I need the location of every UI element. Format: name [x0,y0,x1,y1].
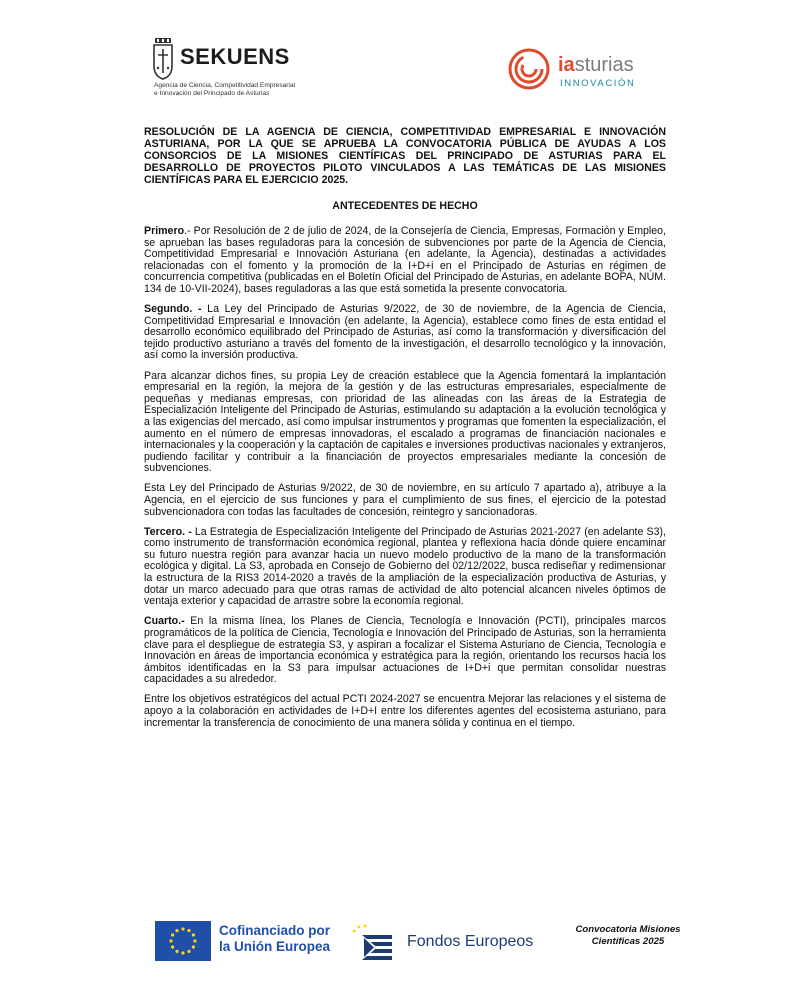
paragraph-text: La Ley del Principado de Asturias 9/2022, de 30 de noviembre, de la Agencia de Ciencia, Competitividad Empresarial e Innovación (en adelante, la Agencia), establece como fines de esta entidad el desarrollo económico equilibrado del Principado de Asturias, así como la transformación y diversificación del tejido productivo asturiano a través del fomento de la investigación, el desarrollo tecnológico y la innovación, así como la inversión productiva. [144,303,666,362]
sekuens-sub-line2: e Innovación del Principado de Asturias [154,90,270,97]
document-body [144,126,666,738]
iasturias-ring-icon [508,48,550,90]
sekuens-logo [152,38,342,102]
iasturias-ia: ia [558,54,575,76]
sekuens-brand: SEKUENS [180,44,290,69]
paragraph-ley: Esta Ley del Principado de Asturias 9/2022, de 30 de noviembre, en su artículo 7 apartado a), atribuye a la Agencia, en el ejercicio de sus funciones y para el cumplimiento de sus fines, el ejercicio de la potestad subvencionadora con todas las facultades de concesión, reintegro y sancionadoras. [144,482,666,518]
eu-line2: la Unión Europea [219,939,331,954]
paragraph-cuarto [144,616,666,686]
iasturias-rest: sturias [574,54,634,76]
section-heading: ANTECEDENTES DE HECHO [332,200,478,212]
paragraph-primero [144,226,666,296]
paragraph-segundo [144,304,666,362]
conv-line1: Convocatoria Misiones [575,924,681,935]
conv-line2: Científicas 2025 [591,936,665,947]
convocatoria-label [560,924,696,948]
paragraph-lead: Cuarto.- [144,615,185,628]
paragraph-lead: Segundo. - [144,303,202,316]
coat-of-arms-icon [152,38,174,80]
iasturias-subtitle: INNOVACIÓN [560,78,636,89]
paragraph-lead: Primero [144,225,185,237]
paragraph-lead: Tercero. - [144,525,192,538]
eu-line1: Cofinanciado por [219,923,330,938]
page-footer [0,915,792,975]
paragraph-fines: Para alcanzar dichos fines, su propia Ley de creación establece que la Agencia fomentará la implantación empresarial en la región, la mejora de la gestión y de las estructuras empresariales, especialmente de pequeñas y medianas empresas, con prioridad de las alineadas con las áreas de la Estrategia de Especialización Inteligente del Principado de Asturias, estimulando su adaptación a la evolución tecnológica y a las exigencias del mercado, así como impulsar instrumentos y programas que fomenten la especialización, el aumento en el número de empresas innovadoras, el escalado a programas de financiación nacionales e internacionales y la cooperación y la captación de capitales e inversiones productivas nacionales y extranjeros, pudiendo facilitar y contribuir a la financiación de proyectos empresariales mediante la concesión de subvenciones. [144,369,666,475]
iasturias-wordmark [558,54,634,77]
paragraph-objetivos: Entre los objetivos estratégicos del actual PCTI 2024-2027 se encuentra Mejorar las relaciones y el sistema de apoyo a la colaboración en actividades de I+D+I entre los diferentes agentes del ecosistema asturiano, para incrementar la transferencia de conocimiento de una manera sólida y continua en el tiempo. [144,693,666,729]
document-title: RESOLUCIÓN DE LA AGENCIA DE CIENCIA, COMPETITIVIDAD EMPRESARIAL E INNOVACIÓN ASTURIANA, POR LA QUE SE APRUEBA LA CONVOCATORIA PÚBLICA DE AYUDAS A LOS CONSORCIOS DE LA MISIONES CIENTÍFICAS DEL PRINCIPADO DE ASTURIAS PARA EL DESARROLLO DE PROYECTOS PILOTO VINCULADOS A LAS TEMÁTICAS DE LAS MISIONES CIENTÍFICAS PARA EL EJERCICIO 2025. [144,126,666,186]
paragraph-text: En la misma línea, los Planes de Ciencia, Tecnología e Innovación (PCTI), principales marcos programáticos de la política de Ciencia, Tecnología e Innovación del Principado de Asturias, son la herramienta clave para el despliegue de estrategia S3, y aspiran a focalizar el Sistema Asturiano de Ciencia, Tecnología e Innovación en áreas de importancia económica y estratégica para la región, orientando los recursos hacia los ámbitos identificadas en la S3 para impulsar actuaciones de I+D+i que permitan consolidar nuestras capacidades a su alrededor. [144,615,666,686]
iasturias-logo [508,48,658,96]
page-header [0,0,792,120]
sekuens-subtitle [154,82,295,98]
paragraph-text: .- Por Resolución de 2 de julio de 2024, de la Consejería de Ciencia, Empresas, Formación y Empleo, se aprueban las bases reguladoras para la concesión de subvenciones por parte de la Agencia de Ciencia, Competitividad Empresarial e Innovación Asturiana (en adelante, la Agencia), destinadas a actividades relacionadas con el fomento y la promoción de la I+D+i en el Principado de Asturias en régimen de concurrencia competitiva (publicadas en el Boletín Oficial del Principado de Asturias, en adelante BOPA, NÚM. 134 de 10-VII-2024), bases reguladoras a las que está sometida la presente convocatoria. [144,225,666,295]
sekuens-sub-line1: Agencia de Ciencia, Competitividad Empresarial [154,82,296,89]
fondos-europeos-icon [350,923,400,963]
eu-cofinanciado-text [219,923,330,955]
fondos-europeos-text: Fondos Europeos [407,933,534,950]
paragraph-text: La Estrategia de Especialización Inteligente del Principado de Asturias 2021-2027 (en adelante S3), como instrumento de transformación económica regional, plantea y reflexiona hacia dónde quiere encaminar su futuro nuestra región para avanzar hacia un nuevo modelo productivo de la mano de la transformación ecológica y digital. La S3, aprobada en Consejo de Gobierno del 02/12/2022, busca rediseñar y redimensionar la estructura de la RIS3 2014-2020 a través de la ampliación de la especialización productiva de Asturias, y dotar un marco adecuado para que otras ramas de actividad de alto potencial alcancen niveles óptimos de ventaja exterior y capacidad de arrastre sobre la economía regional. [144,525,666,608]
eu-flag-icon [155,921,211,961]
paragraph-tercero [144,527,666,608]
